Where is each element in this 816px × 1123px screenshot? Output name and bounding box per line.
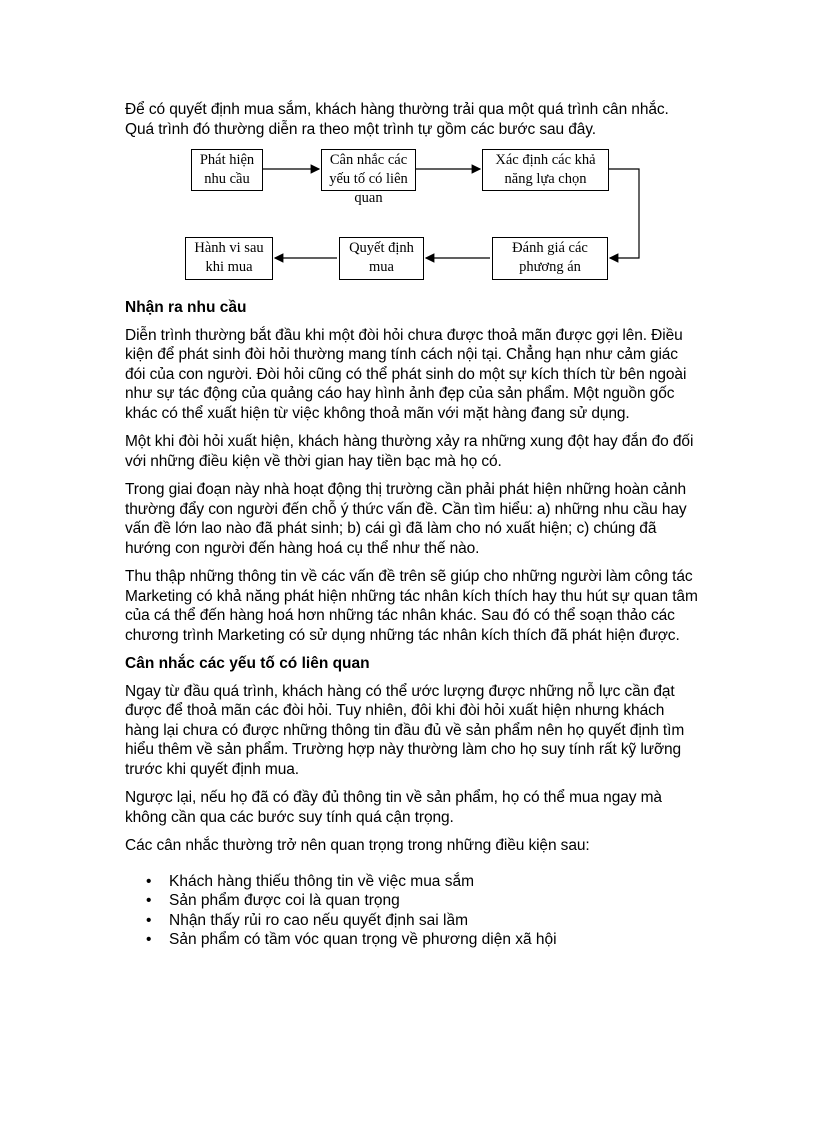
step-box-1: Phát hiện nhu cầu [191,149,263,191]
bullet-icon: • [146,872,152,890]
paragraph: Trong giai đoạn này nhà hoạt động thị trường cần phải phát hiện những hoàn cảnh thường đẩy con người đến chỗ ý thức vấn đề. Cần tìm hiểu: a) những nhu cầu hay vấn đề lớn lao nào đã phát sinh; b) cái gì đã làm cho nó xuất hiện; c) chúng đã hướng con người đến hàng hoá cụ thể như thế nào. [125,481,687,557]
bullet-icon: • [146,931,152,948]
paragraph: Các cân nhắc thường trở nên quan trọng trong những điều kiện sau: [125,837,590,854]
list-item-text: Sản phẩm có tầm vóc quan trọng về phương diện xã hội [169,931,557,948]
paragraph: Một khi đòi hỏi xuất hiện, khách hàng thường xảy ra những xung đột hay đắn đo đối với những điều kiện về thời gian hay tiền bạc mà họ có. [125,433,694,470]
paragraph: Diễn trình thường bắt đầu khi một đòi hỏi chưa được thoả mãn được gợi lên. Điều kiện để phát sinh đòi hỏi thường mang tính cách nội tại. Chẳng hạn như cảm giác đói của con người. Đòi hỏi cũng có thể phát sinh do một sự kích thích từ bên ngoài như sự tác động của quảng cáo hay hình ảnh đẹp của sản phẩm. Một nguồn gốc khác có thể xuất hiện từ việc không thoả mãn với mặt hàng đang sử dụng. [125,326,687,422]
step-box-5: Quyết định mua [339,237,424,280]
list-item [125,891,700,911]
section-heading-consider-factors: Cân nhắc các yếu tố có liên quan [125,655,370,672]
paragraph: Ngược lại, nếu họ đã có đầy đủ thông tin về sản phẩm, họ có thể mua ngay mà không cần qua các bước suy tính quá cận trọng. [125,789,662,826]
paragraph: Ngay từ đầu quá trình, khách hàng có thể ước lượng được những nỗ lực cần đạt được để thoả mãn các đòi hỏi. Tuy nhiên, đôi khi đòi hỏi xuất hiện nhưng khách hàng lại chưa có được những thông tin đầu đủ về sản phẩm nên họ quyết định tìm hiểu thêm về sản phẩm. Trường hợp này thường làm cho họ suy tính rất kỹ lưỡng trước khi quyết định mua. [125,682,685,778]
step-box-3: Xác định các khả năng lựa chọn [482,149,609,191]
bullet-icon: • [146,911,152,929]
list-item [125,872,700,892]
intro-paragraph: Để có quyết định mua sắm, khách hàng thường trải qua một quá trình cân nhắc. Quá trình đó thường diễn ra theo một trình tự gồm các bước sau đây. [125,101,669,138]
step-box-4: Đánh giá các phương án [492,237,608,280]
document-page [125,100,700,950]
step-box-6: Hành vi sau khi mua [185,237,273,280]
bullet-icon: • [146,892,152,909]
conditions-list [125,872,700,950]
decision-process-diagram [181,148,641,288]
list-item-text: Sản phẩm được coi là quan trọng [169,892,400,909]
section-heading-recognize-need: Nhận ra nhu cầu [125,299,247,316]
step-box-2: Cân nhắc các yếu tố có liên quan [321,149,416,191]
arrow-3-4 [609,169,639,258]
list-item [125,911,700,931]
paragraph: Thu thập những thông tin về các vấn đề trên sẽ giúp cho những người làm công tác Marketing có khả năng phát hiện những tác nhân kích thích hay thu hút sự quan tâm của cá thể đến hàng hoá hơn những tác nhân khác. Sau đó có thể soạn thảo các chương trình Marketing có sử dụng những tác nhân kích thích đã phát hiện được. [125,568,698,644]
list-item-text: Nhận thấy rủi ro cao nếu quyết định sai lầm [169,911,468,929]
list-item-text: Khách hàng thiếu thông tin về việc mua sắm [169,872,475,890]
list-item [125,930,700,950]
